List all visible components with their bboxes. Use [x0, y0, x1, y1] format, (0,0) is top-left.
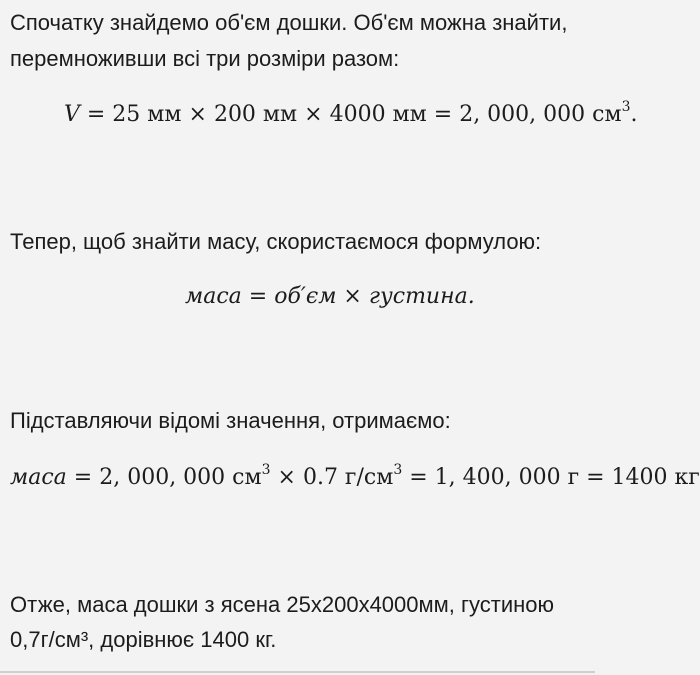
step2-text: Тепер, щоб знайти масу, скористаємося формулою:: [10, 229, 542, 254]
mass-calculation-part1: = 2, 000, 000 см: [66, 465, 262, 490]
mass-calculation-part3: = 1, 400, 000 г = 1400 кг: [402, 465, 700, 490]
volume-variable: V: [64, 102, 80, 127]
mass-calculation-exp1: 3: [261, 462, 271, 478]
bottom-divider: [0, 671, 595, 673]
intro-line-1: Спочатку знайдемо об'єм дошки. Об'єм можна знайти,: [10, 10, 568, 35]
step3-text: Підставляючи відомі значення, отримаємо:: [10, 408, 451, 433]
volume-equation-rhs: = 25 мм × 200 мм × 4000 мм = 2, 000, 000 см: [79, 102, 622, 127]
conclusion-line-1: Отже, маса дошки з ясена 25х200х4000мм, густиною: [10, 592, 555, 617]
conclusion-line-2: 0,7г/см³, дорівнює 1400 кг.: [10, 627, 277, 652]
mass-calculation-part2: × 0.7 г/см: [270, 465, 394, 490]
volume-equation-tail: .: [630, 102, 638, 127]
mass-calculation-lhs: маса: [10, 465, 67, 490]
mass-formula-text: маса = об′єм × густина.: [185, 284, 475, 309]
volume-equation: [64, 99, 638, 127]
mass-formula: [185, 284, 475, 309]
intro-line-2: перемноживши всі три розміри разом:: [10, 46, 400, 71]
mass-calculation-exp2: 3: [393, 462, 403, 478]
volume-exponent: 3: [621, 99, 631, 115]
mass-calculation: [10, 462, 700, 490]
